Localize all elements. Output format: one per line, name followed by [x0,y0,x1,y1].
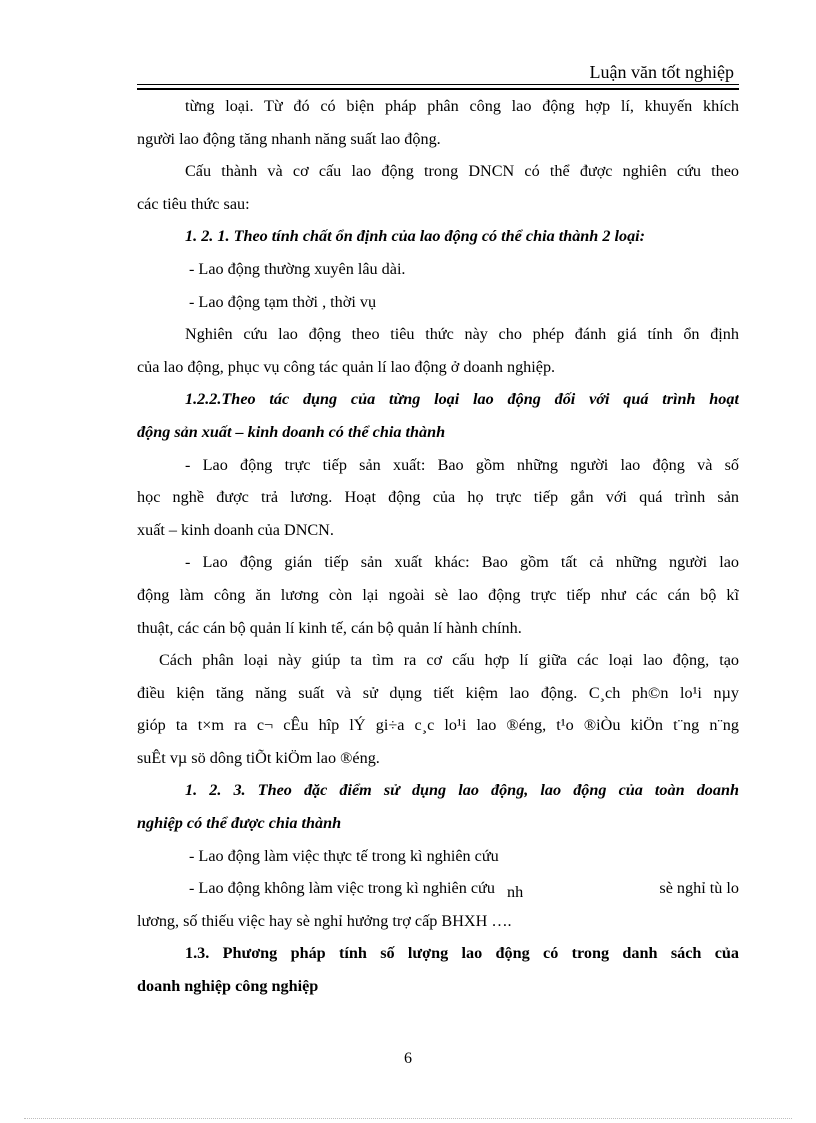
paragraph-line: các tiêu thức sau: [137,194,250,213]
list-item: - Lao động làm việc thực tế trong kì nghiên cứu [189,846,499,865]
paragraph-line: điều kiện tăng năng suất và sử dụng tiết kiệm lao động. C¸ch ph©n lo¹i nµy [137,683,739,702]
paragraph-line: người lao động tăng nhanh năng suất lao động. [137,129,441,148]
paragraph-line: Cấu thành và cơ cấu lao động trong DNCN có thể được nghiên cứu theo [185,162,739,181]
paragraph-line-legacy-encoding: gióp ta t×m ra c¬ cÊu hîp lÝ gi÷a c¸c lo¹i lao ®éng, t¹o ®iÒu kiÖn t¨ng n¨ng [137,716,739,735]
list-item-text-end: sè nghỉ tù lo [659,879,739,898]
paragraph-line: lương, số thiếu việc hay sè nghỉ hưởng trợ cấp BHXH …. [137,911,512,930]
list-item [137,872,739,905]
header-rule-thin [137,84,739,85]
paragraph-line: xuất – kinh doanh của DNCN. [137,520,334,539]
paragraph-line: học nghề được trả lương. Hoạt động của họ trực tiếp gắn với quá trình sản [137,488,739,507]
section-heading-1-3: 1.3. Phương pháp tính số lượng lao động có trong danh sách của [185,944,739,963]
paragraph-line: động làm công ăn lương còn lại ngoài sè lao động trực tiếp như các cán bộ kĩ [137,585,739,604]
section-heading-1-2-2: 1.2.2.Theo tác dụng của từng loại lao động đối với quá trình hoạt [185,390,739,409]
page-bottom-border [24,1118,792,1119]
paragraph-line: thuật, các cán bộ quản lí kinh tế, cán bộ quản lí hành chính. [137,618,522,637]
section-heading-1-2-3-continued: nghiệp có thể được chia thành [137,814,342,833]
list-item: - Lao động trực tiếp sản xuất: Bao gồm những người lao động và số [185,455,739,474]
document-body [137,90,739,1003]
page-number: 6 [404,1050,412,1067]
inline-fragment-nh: nh [506,883,524,902]
paragraph-line: từng loại. Từ đó có biện pháp phân công lao động hợp lí, khuyến khích [185,97,739,115]
section-heading-1-2-2-continued: động sản xuất – kinh doanh có thể chia thành [137,422,446,441]
list-item: - Lao động thường xuyên lâu dài. [189,259,406,278]
header-title: Luận văn tốt nghiệp [589,62,734,82]
section-heading-1-3-continued: doanh nghiệp công nghiệp [137,977,319,996]
section-heading-1-2-3: 1. 2. 3. Theo đặc điểm sử dụng lao động, lao động của toàn doanh [185,781,739,800]
section-heading-1-2-1: 1. 2. 1. Theo tính chất ổn định của lao động có thể chia thành 2 loại: [185,227,646,246]
paragraph-line: Cách phân loại này giúp ta tìm ra cơ cấu hợp lí giữa các loại lao động, tạo [159,651,739,670]
list-item: - Lao động gián tiếp sản xuất khác: Bao gồm tất cả những người lao [185,553,739,572]
list-item-text: - Lao động không làm việc trong kì nghiên cứu [189,879,495,898]
paragraph-line: Nghiên cứu lao động theo tiêu thức này cho phép đánh giá tính ổn định [185,325,739,344]
paragraph-line-legacy-encoding: suÊt vµ sö dông tiÕt kiÖm lao ®éng. [137,748,380,767]
paragraph-line: của lao động, phục vụ công tác quản lí lao động ở doanh nghiệp. [137,357,556,376]
list-item: - Lao động tạm thời , thời vụ [189,292,377,311]
